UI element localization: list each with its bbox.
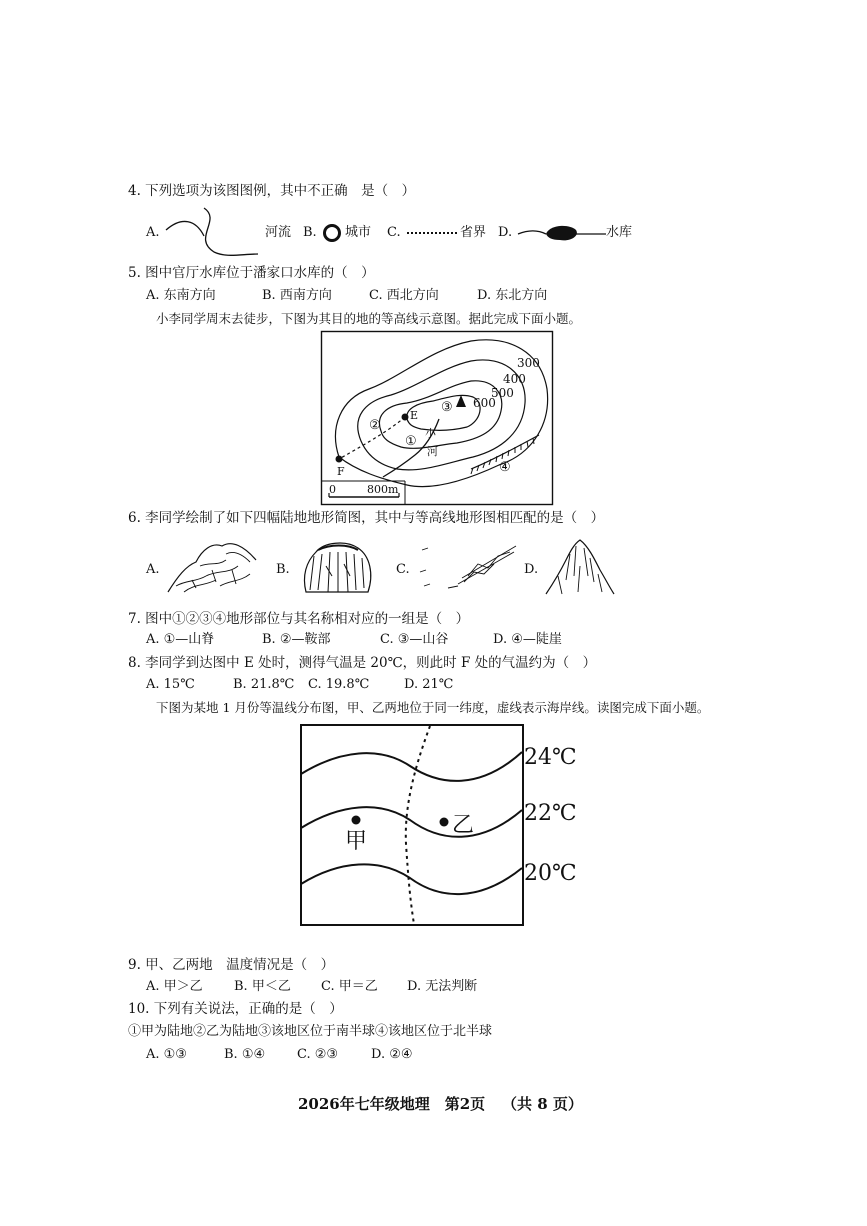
marker-3: ③ <box>441 400 453 415</box>
q10-option-d: D. ②④ <box>371 1047 413 1062</box>
q9-option-d: D. 无法判断 <box>407 979 478 994</box>
contour-label-400: 400 <box>503 372 526 386</box>
q8-option-b: B. 21.8℃ <box>233 677 295 692</box>
q9-option-b: B. 甲＜乙 <box>234 979 291 994</box>
q6-option-b-letter: B. <box>276 562 290 577</box>
q5-option-b: B. 西南方向 <box>262 288 332 303</box>
q5-stem: 5. 图中官厅水库位于潘家口水库的（ ） <box>128 265 375 281</box>
terrain-sketch-d-icon <box>544 536 616 596</box>
footer-total-pages: （共 8 页） <box>502 1095 583 1113</box>
point-e-dot <box>402 414 409 421</box>
river-char-2: 河 <box>427 445 438 458</box>
q9-option-c: C. 甲＝乙 <box>321 979 378 994</box>
q5-option-a: A. 东南方向 <box>146 288 216 303</box>
reservoir-legend-icon <box>518 222 608 246</box>
isotherm-map <box>300 724 600 926</box>
q4-option-a-label: 河流 <box>265 225 292 240</box>
q4-option-a-letter: A. <box>146 225 160 240</box>
q9-option-a: A. 甲＞乙 <box>146 979 203 994</box>
contour-map <box>321 331 553 505</box>
q4-option-b-letter: B. <box>303 225 317 240</box>
temp-label-22: 22℃ <box>524 801 577 826</box>
scale-end: 800m <box>367 483 399 496</box>
point-f-dot <box>336 456 343 463</box>
q10-option-a: A. ①③ <box>146 1047 187 1062</box>
q7-option-d: D. ④—陡崖 <box>493 632 562 647</box>
border-legend-icon <box>407 230 459 236</box>
q4-option-c-label: 省界 <box>460 225 487 240</box>
point-f-label: F <box>337 465 345 478</box>
marker-2: ② <box>369 418 381 433</box>
contour-label-300: 300 <box>517 356 540 370</box>
q5-option-c: C. 西北方向 <box>369 288 439 303</box>
contour-label-500: 500 <box>491 386 514 400</box>
q4-option-b-label: 城市 <box>345 225 372 240</box>
marker-4: ④ <box>499 460 511 475</box>
q9-stem: 9. 甲、乙两地 温度情况是（ ） <box>128 957 335 973</box>
intro-contour: 小李同学周末去徒步，下图为其目的地的等高线示意图。据此完成下面小题。 <box>156 311 582 326</box>
terrain-sketch-a-icon <box>166 536 258 596</box>
q7-stem: 7. 图中①②③④地形部位与其名称相对应的一组是（ ） <box>128 611 470 627</box>
q7-option-b: B. ②—鞍部 <box>262 632 331 647</box>
contour-label-600: 600 <box>473 396 496 410</box>
q6-option-c-letter: C. <box>396 562 410 577</box>
q10-stem: 10. 下列有关说法，正确的是（ ） <box>128 1001 343 1017</box>
river-char-1: 小 <box>425 427 436 440</box>
terrain-sketch-b-icon <box>296 536 378 596</box>
q7-option-c: C. ③—山谷 <box>380 632 449 647</box>
point-e-label: E <box>410 409 419 422</box>
q8-option-a: A. 15℃ <box>146 677 195 692</box>
q5-option-d: D. 东北方向 <box>477 288 548 303</box>
q6-stem: 6. 李同学绘制了如下四幅陆地地形简图，其中与等高线地形图相匹配的是（ ） <box>128 510 605 526</box>
intro-isotherm: 下图为某地 1 月份等温线分布图，甲、乙两地位于同一纬度，虚线表示海岸线。读图完成下面小题。 <box>156 700 710 715</box>
place-jia-label: 甲 <box>345 829 368 854</box>
scale-start: 0 <box>329 483 336 496</box>
q4-option-c-letter: C. <box>387 225 401 240</box>
point-yi-dot <box>440 818 449 827</box>
q8-stem: 8. 李同学到达图中 E 处时，测得气温是 20℃，则此时 F 处的气温约为（ ） <box>128 655 597 671</box>
q4-option-d-letter: D. <box>498 225 513 240</box>
temp-label-24: 24℃ <box>524 745 577 770</box>
city-legend-icon <box>322 223 342 243</box>
q6-option-d-letter: D. <box>524 562 539 577</box>
q10-option-b: B. ①④ <box>224 1047 266 1062</box>
place-yi-label: 乙 <box>452 813 475 838</box>
q10-statements: ①甲为陆地②乙为陆地③该地区位于南半球④该地区位于北半球 <box>128 1024 493 1039</box>
point-jia-dot <box>352 816 361 825</box>
terrain-sketch-c-icon <box>418 542 518 592</box>
q7-option-a: A. ①—山脊 <box>146 632 215 647</box>
river-legend-icon <box>164 206 264 256</box>
q4-option-d-label: 水库 <box>606 225 633 240</box>
q8-option-c: C. 19.8℃ <box>308 677 370 692</box>
q8-option-d: D. 21℃ <box>404 677 454 692</box>
temp-label-20: 20℃ <box>524 861 577 886</box>
marker-1: ① <box>405 434 417 449</box>
q6-option-a-letter: A. <box>146 562 160 577</box>
q4-stem: 4. 下列选项为该图图例，其中不正确 是（ ） <box>128 183 416 199</box>
q10-option-c: C. ②③ <box>297 1047 339 1062</box>
footer-page-info: 2026年七年级地理 第2页 <box>298 1095 486 1113</box>
